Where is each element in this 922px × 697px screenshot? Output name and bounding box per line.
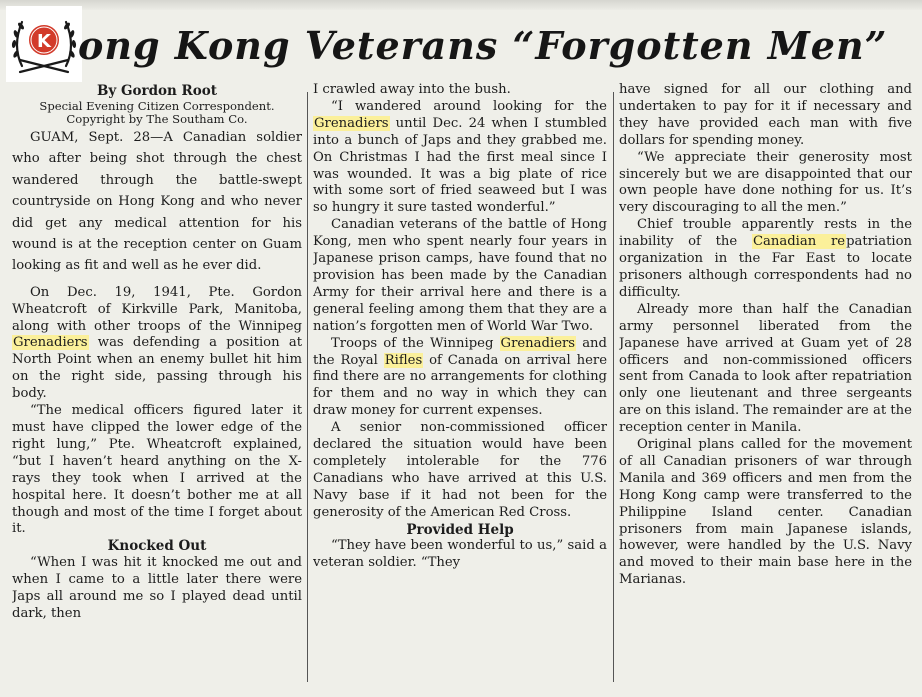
paragraph: “We appreciate their generosity most sincerely but we are disappointed that our own people have done nothing for us. It’s very discouraging to all the men.” [619,149,912,216]
site-logo[interactable] [6,6,82,82]
highlighted-term: Grenadiers [500,335,576,351]
paragraph: Canadian veterans of the battle of Hong Kong, men who spent nearly four years in Japanese prison camps, have found that no provision has been made by the Canadian Army for their arrival here and there is a general feeling among them that they are a nation’s forgotten men of World War Two. [313,217,607,334]
highlighted-term: Canadian re [752,234,846,250]
paragraph-continued: have signed for all our clothing and undertaken to pay for it if necessary and they have provided each man with five dollars for spending money. [619,82,912,148]
highlighted-term: Grenadiers [13,335,88,351]
paragraph [313,336,607,421]
text-run: until Dec. 24 when I stumbled into a bunch of Japs and they grabbed me. On Christmas I had the first meal since I was wounded. It was a big plate of rice with some sort of fried seaweed but I was so hungry it sure tasted wonderful.” [313,115,607,216]
paragraph [12,285,302,403]
text-run: “I wandered around looking for the [331,98,607,114]
text-run: Troops of the Winnipeg [331,335,500,351]
headline: ong Kong Veterans “Forgotten Men” [78,23,888,68]
paragraph: A senior non-commissioned officer declared the situation would have been completely intolerable for the 776 Canadians who have arrived at this U.S. Navy base if it had not been for the generosity of the American Red Cross. [313,420,607,520]
paragraph [619,217,912,302]
paragraph [313,99,607,217]
column-rule-2 [613,92,614,682]
text-run: of Canada on arrival here find there are no arrangements for clothing for them and no way in which they can draw money for current expenses. [313,352,607,419]
highlighted-term: Grenadiers [314,115,389,131]
paragraph: “They have been wonderful to us,” said a veteran soldier. “They [313,538,607,571]
laurel-logo-icon [6,6,82,82]
paragraph: Original plans called for the movement of all Canadian prisoners of war through Manila and 369 officers and men from the Hong Kong camp were transferred to the Philippine Island center. Canadian prisoners from main Japanese islands, however, were handled by the U.S. Navy and moved to their main base here in the Marianas. [619,437,912,588]
svg-text:K: K [37,31,51,52]
column-rule-1 [307,92,308,682]
paragraph: Already more than half the Canadian army personnel liberated from the Japanese have arrived at Guam yet of 28 officers and non-commissioned officers sent from Canada to look after repatriation only one lieutenant and three sergeants are on this island. The remainder are at the reception center in Manila. [619,301,912,436]
byline: By Gordon Root [96,83,218,99]
paragraph-dateline: GUAM, Sept. 28—A Canadian soldier who after being shot through the chest wandered through the battle-swept countryside on Hong Kong and who never did get any medical attention for his wound is at the reception center on Guam looking as fit and well as he ever did. [12,129,302,274]
credit-line-1: Special Evening Citizen Correspondent. [39,98,275,113]
highlighted-term: Rifles [384,352,423,368]
credit-line-2: Copyright by The Southam Co. [66,112,248,127]
text-run: On Dec. 19, 1941, Pte. Gordon Wheatcroft of Kirkville Park, Manitoba, along with other troops of the Winnipeg [12,284,302,334]
text-run: patriation organization in the Far East to locate prisoners although correspondents had no difficulty. [619,234,912,300]
subheading: Provided Help [406,521,514,538]
paragraph: “When I was hit it knocked me out and when I came to a little later there were Japs all around me so I played dead until dark, then [12,555,302,621]
column-3 [619,82,912,682]
subheading: Knocked Out [107,538,207,555]
paragraph: “The medical officers figured later it must have clipped the lower edge of the right lung,” Pte. Wheatcroft explained, “but I haven’t heard anything on the X-rays they took when I arrived at the hospital here. It doesn’t bother me at all though and most of the time I forget about it. [12,403,302,537]
text-run: was defending a position at North Point when an enemy bullet hit him on the right side, passing through his body. [12,335,302,402]
text-run: and the Royal [313,335,607,368]
column-1 [12,83,302,683]
top-edge-strip [0,0,922,10]
paragraph-continued: I crawled away into the bush. [313,82,511,97]
column-2 [313,82,607,682]
text-run: Chief trouble apparently rests in the inability of the [619,217,912,250]
